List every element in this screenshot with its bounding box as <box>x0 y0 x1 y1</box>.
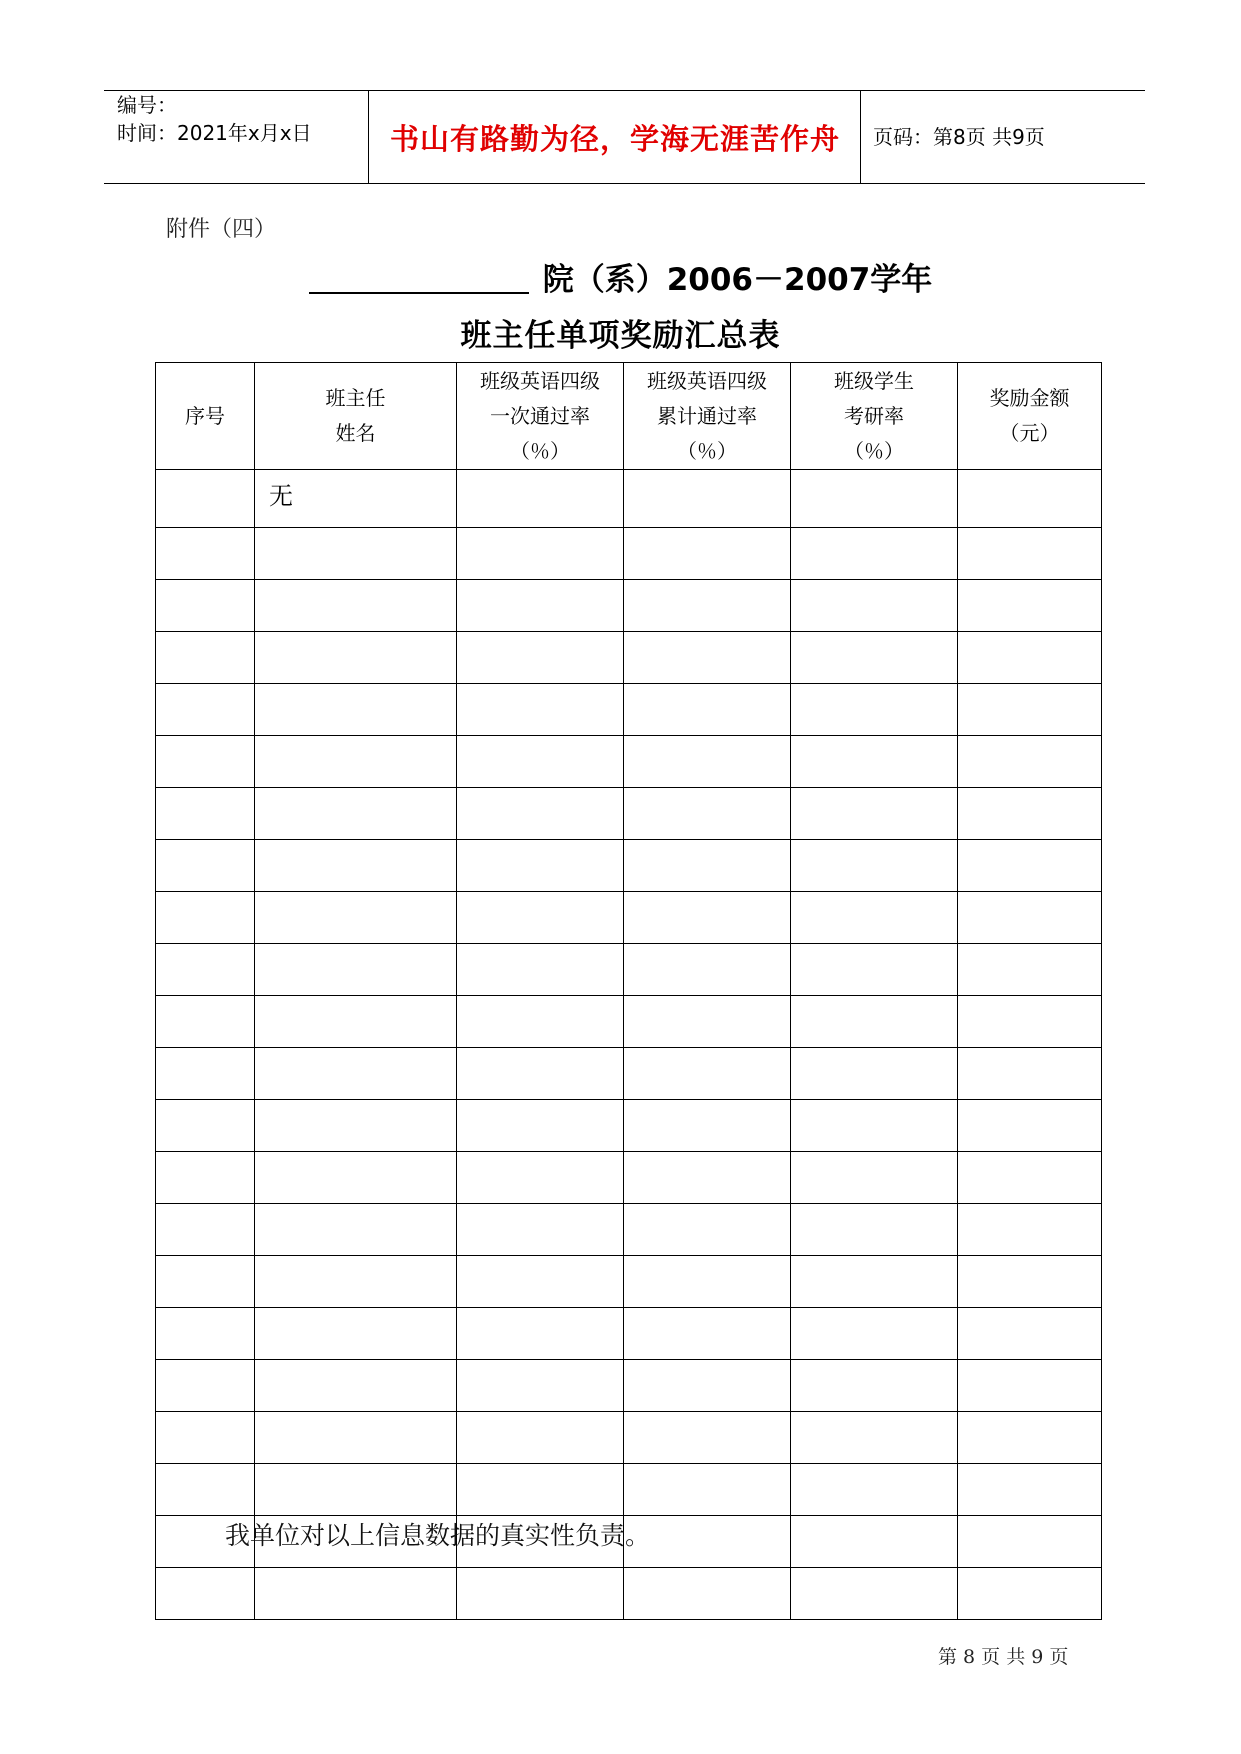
table-row <box>156 788 1102 840</box>
table-cell <box>457 1568 624 1620</box>
table-cell <box>791 1412 958 1464</box>
table-cell <box>791 736 958 788</box>
column-header-line: （％） <box>677 438 737 463</box>
table-cell <box>457 470 624 528</box>
table-cell <box>255 944 457 996</box>
table-cell <box>457 1048 624 1100</box>
column-header-3 <box>457 363 624 470</box>
column-header-1 <box>156 363 255 470</box>
table-cell <box>791 1516 958 1568</box>
table-cell <box>958 528 1102 580</box>
page-footer: 第 8 页 共 9 页 <box>938 1646 1069 1668</box>
table-cell <box>624 788 791 840</box>
table-cell <box>791 944 958 996</box>
table-cell <box>156 1360 255 1412</box>
column-header-line: 奖励金额 <box>989 386 1070 410</box>
table-cell <box>791 788 958 840</box>
table-row <box>156 736 1102 788</box>
table-cell <box>958 1256 1102 1308</box>
table-row <box>156 1048 1102 1100</box>
table-cell <box>624 1360 791 1412</box>
table-cell <box>255 632 457 684</box>
table-cell <box>255 736 457 788</box>
table-cell <box>156 1464 255 1516</box>
teacher-name-cell: 无 <box>255 470 457 528</box>
table-cell <box>457 1360 624 1412</box>
table-cell <box>457 1100 624 1152</box>
column-header-5 <box>791 363 958 470</box>
table-cell <box>457 684 624 736</box>
table-cell <box>457 1464 624 1516</box>
page-label: 页码：第8页 共9页 <box>873 125 1045 149</box>
table-cell <box>958 470 1102 528</box>
table-cell <box>255 840 457 892</box>
column-header-line: 考研率 <box>844 403 904 428</box>
table-cell <box>958 788 1102 840</box>
table-cell <box>624 736 791 788</box>
table-cell <box>255 1048 457 1100</box>
table-cell <box>156 1204 255 1256</box>
column-header-line: 累计通过率 <box>657 403 757 428</box>
table-row <box>156 684 1102 736</box>
table-cell <box>156 996 255 1048</box>
table-cell <box>958 1360 1102 1412</box>
table-cell <box>457 944 624 996</box>
table-cell <box>457 840 624 892</box>
table-cell <box>958 1152 1102 1204</box>
table-cell <box>156 944 255 996</box>
table-body <box>156 470 1102 1620</box>
table-cell <box>156 1308 255 1360</box>
column-header-line: 序号 <box>185 403 225 428</box>
table-cell <box>791 632 958 684</box>
table-cell <box>791 1048 958 1100</box>
table-cell <box>791 1256 958 1308</box>
column-header-line: 班级学生 <box>834 368 914 393</box>
table-cell <box>624 684 791 736</box>
table-cell <box>156 1256 255 1308</box>
table-cell <box>255 1308 457 1360</box>
table-cell <box>156 788 255 840</box>
attachment-label: 附件（四） <box>166 217 277 242</box>
table-cell <box>255 1100 457 1152</box>
table-cell <box>156 528 255 580</box>
table-cell <box>624 1100 791 1152</box>
table-cell <box>624 1568 791 1620</box>
table-cell <box>958 1204 1102 1256</box>
table-row <box>156 1464 1102 1516</box>
table-cell <box>958 944 1102 996</box>
table-cell <box>255 684 457 736</box>
time-label: 时间：2021年x月x日 <box>117 121 312 145</box>
table-row <box>156 580 1102 632</box>
table-cell <box>624 632 791 684</box>
table-cell <box>958 1048 1102 1100</box>
column-header-line: （％） <box>510 438 570 463</box>
table-cell <box>255 528 457 580</box>
table-cell <box>457 892 624 944</box>
table-cell <box>457 1204 624 1256</box>
table-cell <box>624 1204 791 1256</box>
column-header-line: （元） <box>999 421 1060 445</box>
table-row <box>156 632 1102 684</box>
table-row <box>156 1204 1102 1256</box>
table-cell <box>255 1568 457 1620</box>
table-cell <box>624 996 791 1048</box>
table-row <box>156 1568 1102 1620</box>
table-cell <box>958 736 1102 788</box>
table-cell <box>791 1152 958 1204</box>
table-cell <box>958 580 1102 632</box>
title-line1-text: 院（系）2006－2007学年 <box>542 262 933 298</box>
table-cell <box>156 1048 255 1100</box>
column-header-line: 一次通过率 <box>490 403 590 428</box>
table-cell <box>624 944 791 996</box>
table-cell <box>791 684 958 736</box>
table-cell <box>457 788 624 840</box>
document-title-line2: 班主任单项奖励汇总表 <box>460 318 781 354</box>
table-cell <box>624 1308 791 1360</box>
table-cell <box>624 528 791 580</box>
table-cell <box>791 996 958 1048</box>
table-cell <box>457 1412 624 1464</box>
table-cell <box>255 1360 457 1412</box>
table-cell <box>958 1568 1102 1620</box>
table-cell <box>791 1100 958 1152</box>
table-cell <box>791 580 958 632</box>
table-cell <box>791 892 958 944</box>
table-row <box>156 528 1102 580</box>
serial-label: 编号： <box>117 93 177 117</box>
table-cell <box>958 684 1102 736</box>
table-cell <box>791 1464 958 1516</box>
table-cell <box>156 684 255 736</box>
table-cell <box>156 470 255 528</box>
table-cell <box>958 1308 1102 1360</box>
table-cell <box>457 736 624 788</box>
column-header-line: 班主任 <box>325 386 386 410</box>
table-cell <box>958 840 1102 892</box>
table-row <box>156 996 1102 1048</box>
table-cell <box>791 1568 958 1620</box>
column-header-2 <box>255 363 457 470</box>
table-cell <box>156 1568 255 1620</box>
table-cell <box>624 580 791 632</box>
header-divider-left <box>368 90 369 184</box>
table-cell <box>457 1308 624 1360</box>
table-cell <box>156 1152 255 1204</box>
table-cell <box>791 528 958 580</box>
column-header-6 <box>958 363 1102 470</box>
table-cell <box>624 1048 791 1100</box>
column-header-line: （％） <box>844 438 904 463</box>
department-blank <box>309 262 529 294</box>
table-cell <box>457 528 624 580</box>
table-cell <box>958 1100 1102 1152</box>
table-cell <box>457 632 624 684</box>
table-row <box>156 1412 1102 1464</box>
column-header-line: 姓名 <box>335 421 376 445</box>
table-cell <box>958 1464 1102 1516</box>
table-cell <box>156 580 255 632</box>
table-cell <box>791 1308 958 1360</box>
table-cell <box>624 892 791 944</box>
document-title-line1 <box>0 254 1241 299</box>
table-cell <box>156 736 255 788</box>
table-cell <box>624 1256 791 1308</box>
table-row <box>156 1100 1102 1152</box>
table-cell <box>255 580 457 632</box>
column-header-line: 班级英语四级 <box>480 368 600 393</box>
table-row <box>156 840 1102 892</box>
table-cell <box>958 1516 1102 1568</box>
header-divider-right <box>860 90 861 184</box>
table-cell <box>958 996 1102 1048</box>
table-cell <box>791 1204 958 1256</box>
table-cell <box>791 470 958 528</box>
motto: 书山有路勤为径，学海无涯苦作舟 <box>389 121 840 156</box>
table-cell <box>255 1412 457 1464</box>
table-cell <box>624 1152 791 1204</box>
table-row <box>156 1256 1102 1308</box>
table-cell <box>624 840 791 892</box>
table-cell <box>624 1412 791 1464</box>
table-cell <box>255 788 457 840</box>
award-summary-table <box>155 362 1102 1620</box>
table-cell <box>156 1412 255 1464</box>
table-cell <box>156 892 255 944</box>
table-row <box>156 1308 1102 1360</box>
table-cell <box>156 1100 255 1152</box>
table-row <box>156 892 1102 944</box>
responsibility-statement: 我单位对以上信息数据的真实性负责。 <box>225 1521 651 1550</box>
table-row <box>156 1360 1102 1412</box>
table-row <box>156 1152 1102 1204</box>
table-cell <box>255 1204 457 1256</box>
table-cell <box>156 840 255 892</box>
table-cell <box>255 1464 457 1516</box>
table-cell <box>457 580 624 632</box>
table-cell <box>624 1464 791 1516</box>
table-cell <box>255 1256 457 1308</box>
table-header-row <box>156 363 1102 470</box>
column-header-line: 班级英语四级 <box>647 368 767 393</box>
table-cell <box>457 1256 624 1308</box>
table-cell <box>624 470 791 528</box>
table-cell <box>457 996 624 1048</box>
table-cell <box>791 840 958 892</box>
table-cell <box>457 1152 624 1204</box>
table-row <box>156 944 1102 996</box>
column-header-4 <box>624 363 791 470</box>
table-cell <box>255 996 457 1048</box>
table-row <box>156 470 1102 528</box>
table-cell <box>958 892 1102 944</box>
table-cell <box>255 1152 457 1204</box>
table-cell <box>958 1412 1102 1464</box>
table-cell <box>156 632 255 684</box>
table-cell <box>958 632 1102 684</box>
table-cell <box>255 892 457 944</box>
table-cell <box>791 1360 958 1412</box>
